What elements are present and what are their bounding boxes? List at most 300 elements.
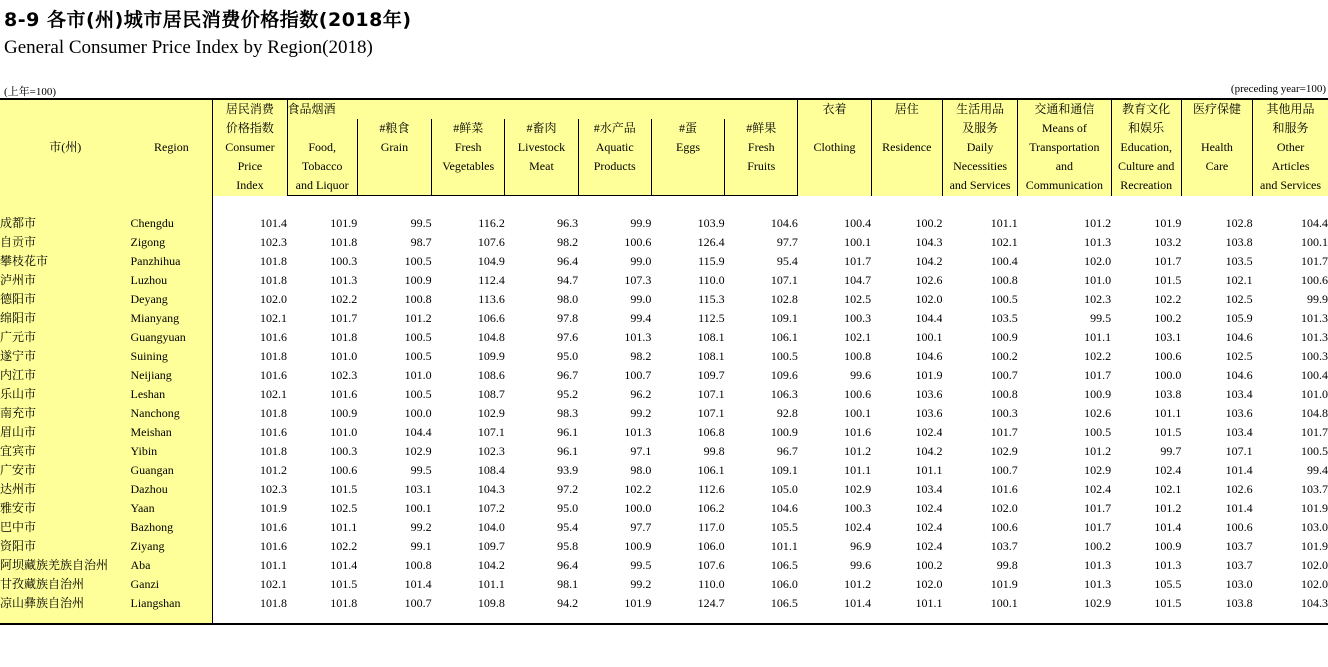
index-value: 100.5: [404, 330, 432, 344]
city-name-cn: 成都市: [0, 214, 130, 233]
index-value: 106.0: [697, 539, 725, 553]
index-value: 95.4: [776, 254, 798, 268]
index-value: 101.9: [990, 577, 1018, 591]
index-value: 95.8: [557, 539, 579, 553]
index-value: 101.8: [330, 330, 358, 344]
page-subtitle: General Consumer Price Index by Region(2018): [4, 37, 373, 58]
index-value: 102.5: [330, 501, 358, 515]
index-value: 96.1: [557, 444, 579, 458]
header-grain: #粮食 Grain: [357, 119, 431, 196]
index-value: 102.2: [1084, 349, 1112, 363]
index-value: 102.6: [1225, 482, 1253, 496]
index-value: 99.2: [630, 406, 652, 420]
index-value: 100.1: [990, 596, 1018, 610]
index-value: 101.7: [1084, 520, 1112, 534]
index-value: 101.3: [330, 273, 358, 287]
index-value: 101.5: [1154, 273, 1182, 287]
index-value: 103.6: [915, 406, 943, 420]
index-value: 100.6: [1225, 520, 1253, 534]
index-value: 98.7: [410, 235, 432, 249]
index-value: 101.0: [1301, 387, 1328, 401]
index-value: 101.4: [1154, 520, 1182, 534]
index-value: 107.6: [697, 558, 725, 572]
region-name: Panzhihua: [130, 252, 212, 271]
index-value: 101.0: [1084, 273, 1112, 287]
index-value: 112.4: [478, 273, 505, 287]
index-value: 102.3: [330, 368, 358, 382]
index-value: 107.1: [697, 406, 725, 420]
index-value: 101.8: [213, 347, 287, 366]
index-value: 101.8: [330, 596, 358, 610]
index-value: 102.2: [330, 292, 358, 306]
index-value: 104.8: [477, 330, 505, 344]
index-value: 103.4: [915, 482, 943, 496]
index-value: 101.4: [404, 577, 432, 591]
index-value: 102.1: [1154, 482, 1182, 496]
index-value: 103.2: [1154, 235, 1182, 249]
region-name: Ziyang: [130, 537, 212, 556]
index-value: 101.6: [213, 537, 287, 556]
index-value: 102.9: [477, 406, 505, 420]
index-value: 101.3: [1084, 577, 1112, 591]
index-value: 102.6: [915, 273, 943, 287]
table-body: [0, 196, 1328, 625]
index-value: 101.2: [1154, 501, 1182, 515]
index-value: 100.2: [915, 216, 943, 230]
index-value: 100.2: [1084, 539, 1112, 553]
city-name-cn: 广安市: [0, 461, 130, 480]
index-value: 102.8: [770, 292, 798, 306]
index-value: 101.2: [844, 577, 872, 591]
index-value: 97.8: [557, 311, 579, 325]
index-value: 101.6: [213, 328, 287, 347]
index-value: 100.1: [1301, 235, 1328, 249]
index-value: 103.1: [1154, 330, 1182, 344]
index-value: 103.9: [697, 216, 725, 230]
city-name-cn: 巴中市: [0, 518, 130, 537]
region-name: Deyang: [130, 290, 212, 309]
index-value: 101.4: [213, 214, 287, 233]
table-row: [0, 385, 1328, 404]
table-row: [0, 537, 1328, 556]
index-value: 115.9: [698, 254, 725, 268]
index-value: 99.6: [850, 558, 872, 572]
index-value: 108.1: [697, 349, 725, 363]
index-value: 103.0: [1301, 520, 1328, 534]
index-value: 97.7: [630, 520, 652, 534]
city-name-cn: 甘孜藏族自治州: [0, 575, 130, 594]
index-value: 100.3: [330, 254, 358, 268]
table-row: [0, 214, 1328, 233]
index-value: 100.6: [990, 520, 1018, 534]
index-value: 101.1: [330, 520, 358, 534]
index-value: 100.3: [844, 501, 872, 515]
index-value: 101.1: [770, 539, 798, 553]
index-value: 100.8: [404, 558, 432, 572]
index-value: 106.0: [770, 577, 798, 591]
index-value: 99.7: [1160, 444, 1182, 458]
index-value: 112.6: [698, 482, 725, 496]
city-name-cn: 内江市: [0, 366, 130, 385]
index-value: 107.2: [477, 501, 505, 515]
index-value: 101.8: [213, 404, 287, 423]
index-value: 100.3: [1301, 349, 1328, 363]
index-value: 100.6: [1154, 349, 1182, 363]
index-value: 101.3: [624, 330, 652, 344]
index-value: 101.6: [213, 423, 287, 442]
index-value: 101.6: [990, 482, 1018, 496]
index-value: 101.0: [330, 349, 358, 363]
index-value: 93.9: [557, 463, 579, 477]
region-name: Nanchong: [130, 404, 212, 423]
index-value: 99.9: [630, 216, 652, 230]
index-value: 98.2: [557, 235, 579, 249]
index-value: 109.8: [477, 596, 505, 610]
region-name: Guangyuan: [130, 328, 212, 347]
index-value: 96.1: [557, 425, 579, 439]
index-value: 101.4: [1225, 463, 1253, 477]
region-name: Mianyang: [130, 309, 212, 328]
index-value: 99.8: [703, 444, 725, 458]
table-row: [0, 309, 1328, 328]
index-value: 104.6: [1225, 368, 1253, 382]
index-value: 102.4: [1154, 463, 1182, 477]
index-value: 126.4: [697, 235, 725, 249]
index-value: 101.7: [990, 425, 1018, 439]
region-name: Guangan: [130, 461, 212, 480]
region-name: Liangshan: [130, 594, 212, 613]
table-row: [0, 499, 1328, 518]
index-value: 100.5: [404, 254, 432, 268]
header-food-group: 食品烟酒: [287, 99, 798, 119]
index-value: 101.6: [213, 366, 287, 385]
city-name-cn: 泸州市: [0, 271, 130, 290]
index-value: 107.1: [1225, 444, 1253, 458]
index-value: 105.5: [1154, 577, 1182, 591]
table-row: [0, 328, 1328, 347]
index-value: 103.6: [1225, 406, 1253, 420]
index-value: 102.2: [1154, 292, 1182, 306]
index-value: 102.3: [213, 480, 287, 499]
index-value: 97.2: [557, 482, 579, 496]
index-value: 101.5: [330, 482, 358, 496]
index-value: 100.5: [404, 349, 432, 363]
cpi-table: [0, 98, 1328, 625]
index-value: 96.7: [776, 444, 798, 458]
index-value: 95.0: [557, 349, 579, 363]
index-value: 104.4: [1301, 216, 1328, 230]
index-value: 102.3: [1084, 292, 1112, 306]
index-value: 106.6: [477, 311, 505, 325]
index-value: 99.9: [1307, 292, 1328, 306]
region-name: Zigong: [130, 233, 212, 252]
table-row: [0, 575, 1328, 594]
index-value: 108.6: [477, 368, 505, 382]
index-value: 107.1: [697, 387, 725, 401]
city-name-cn: 乐山市: [0, 385, 130, 404]
index-value: 101.7: [1301, 254, 1328, 268]
index-value: 98.1: [557, 577, 579, 591]
index-value: 106.5: [770, 596, 798, 610]
city-name-cn: 德阳市: [0, 290, 130, 309]
header-clothing: 衣着 Clothing: [798, 99, 871, 196]
index-value: 108.4: [477, 463, 505, 477]
index-value: 100.5: [1084, 425, 1112, 439]
table-row: [0, 233, 1328, 252]
index-value: 95.4: [557, 520, 579, 534]
index-value: 100.1: [915, 330, 943, 344]
index-value: 102.6: [1084, 406, 1112, 420]
index-value: 102.9: [990, 444, 1018, 458]
index-value: 95.2: [557, 387, 579, 401]
index-value: 106.3: [770, 387, 798, 401]
index-value: 106.1: [697, 463, 725, 477]
city-name-cn: 宜宾市: [0, 442, 130, 461]
index-value: 117.0: [698, 520, 725, 534]
index-value: 96.7: [557, 368, 579, 382]
index-value: 99.2: [630, 577, 652, 591]
index-value: 105.5: [770, 520, 798, 534]
city-name-cn: 广元市: [0, 328, 130, 347]
index-value: 104.2: [477, 558, 505, 572]
index-value: 100.8: [844, 349, 872, 363]
region-name: Ganzi: [130, 575, 212, 594]
table-row: [0, 461, 1328, 480]
index-value: 100.8: [990, 273, 1018, 287]
index-value: 102.0: [1301, 577, 1328, 591]
index-value: 102.1: [213, 575, 287, 594]
city-name-cn: 自贡市: [0, 233, 130, 252]
index-value: 101.9: [1301, 539, 1328, 553]
index-value: 100.4: [844, 216, 872, 230]
index-value: 100.6: [624, 235, 652, 249]
index-value: 102.3: [213, 233, 287, 252]
index-value: 109.1: [770, 463, 798, 477]
index-value: 108.1: [697, 330, 725, 344]
index-value: 101.9: [330, 216, 358, 230]
index-value: 97.6: [557, 330, 579, 344]
index-value: 101.0: [404, 368, 432, 382]
index-value: 102.5: [844, 292, 872, 306]
index-value: 101.8: [213, 594, 287, 613]
index-value: 101.1: [477, 577, 505, 591]
table-row: [0, 290, 1328, 309]
index-value: 101.8: [330, 235, 358, 249]
index-value: 102.0: [990, 501, 1018, 515]
index-value: 101.4: [844, 596, 872, 610]
index-value: 102.2: [330, 539, 358, 553]
index-value: 101.2: [1084, 444, 1112, 458]
index-value: 109.1: [770, 311, 798, 325]
index-value: 100.2: [990, 349, 1018, 363]
index-value: 101.9: [213, 499, 287, 518]
index-value: 106.8: [697, 425, 725, 439]
index-value: 99.5: [630, 558, 652, 572]
index-value: 103.7: [990, 539, 1018, 553]
header-daily: 生活用品 及服务 Daily Necessities and Services: [942, 99, 1017, 196]
header-cpi: 居民消费 价格指数 Consumer Price Index: [213, 99, 287, 196]
table-row: [0, 423, 1328, 442]
index-value: 99.5: [410, 216, 432, 230]
city-name-cn: 凉山彝族自治州: [0, 594, 130, 613]
index-value: 101.3: [1084, 558, 1112, 572]
index-value: 100.3: [990, 406, 1018, 420]
index-value: 100.3: [844, 311, 872, 325]
table-row: [0, 347, 1328, 366]
index-value: 101.3: [1154, 558, 1182, 572]
index-value: 104.3: [915, 235, 943, 249]
index-value: 104.2: [915, 254, 943, 268]
city-name-cn: 资阳市: [0, 537, 130, 556]
index-value: 99.5: [410, 463, 432, 477]
base-note-en: (preceding year=100): [1230, 83, 1326, 95]
index-value: 102.5: [1225, 292, 1253, 306]
index-value: 101.5: [1154, 425, 1182, 439]
index-value: 109.6: [770, 368, 798, 382]
index-value: 101.2: [1084, 216, 1112, 230]
index-value: 104.6: [770, 501, 798, 515]
index-value: 102.9: [404, 444, 432, 458]
index-value: 102.8: [1225, 216, 1253, 230]
index-value: 105.0: [770, 482, 798, 496]
region-name: Yibin: [130, 442, 212, 461]
index-value: 99.4: [1307, 463, 1328, 477]
index-value: 104.3: [1301, 596, 1328, 610]
index-value: 103.6: [915, 387, 943, 401]
index-value: 104.6: [770, 216, 798, 230]
header-residence: 居住 Residence: [871, 99, 942, 196]
city-name-cn: 攀枝花市: [0, 252, 130, 271]
index-value: 124.7: [697, 596, 725, 610]
index-value: 99.0: [630, 292, 652, 306]
index-value: 101.8: [213, 271, 287, 290]
index-value: 101.3: [1301, 330, 1328, 344]
index-value: 101.1: [213, 556, 287, 575]
index-value: 101.2: [213, 461, 287, 480]
table-row: [0, 594, 1328, 613]
region-name: Meishan: [130, 423, 212, 442]
index-value: 103.8: [1225, 596, 1253, 610]
index-value: 101.1: [844, 463, 872, 477]
index-value: 99.0: [630, 254, 652, 268]
index-value: 103.7: [1225, 558, 1253, 572]
index-value: 100.8: [990, 387, 1018, 401]
index-value: 103.0: [1225, 577, 1253, 591]
index-value: 100.5: [770, 349, 798, 363]
city-name-cn: 雅安市: [0, 499, 130, 518]
index-value: 100.6: [1301, 273, 1328, 287]
index-value: 104.2: [915, 444, 943, 458]
index-value: 100.7: [990, 463, 1018, 477]
header-vegetables: #鲜菜 Fresh Vegetables: [432, 119, 505, 196]
index-value: 103.8: [1225, 235, 1253, 249]
index-value: 102.4: [1084, 482, 1112, 496]
index-value: 101.9: [624, 596, 652, 610]
index-value: 100.5: [990, 292, 1018, 306]
index-value: 110.0: [698, 577, 725, 591]
index-value: 100.9: [770, 425, 798, 439]
city-name-cn: 南充市: [0, 404, 130, 423]
index-value: 101.6: [213, 518, 287, 537]
index-value: 102.4: [915, 520, 943, 534]
index-value: 102.9: [1084, 463, 1112, 477]
city-name-cn: 绵阳市: [0, 309, 130, 328]
index-value: 102.9: [844, 482, 872, 496]
index-value: 104.6: [1225, 330, 1253, 344]
index-value: 99.6: [850, 368, 872, 382]
index-value: 96.2: [630, 387, 652, 401]
index-value: 100.2: [915, 558, 943, 572]
index-value: 98.2: [630, 349, 652, 363]
header-city-cn: 市(州): [0, 99, 130, 196]
table-row: [0, 442, 1328, 461]
index-value: 101.6: [844, 425, 872, 439]
header-education: 教育文化 和娱乐 Education, Culture and Recreation: [1111, 99, 1181, 196]
index-value: 104.7: [844, 273, 872, 287]
index-value: 109.7: [477, 539, 505, 553]
city-name-cn: 遂宁市: [0, 347, 130, 366]
index-value: 103.5: [1225, 254, 1253, 268]
index-value: 101.5: [330, 577, 358, 591]
index-value: 102.0: [1084, 254, 1112, 268]
index-value: 98.0: [557, 292, 579, 306]
index-value: 101.3: [1301, 311, 1328, 325]
index-value: 108.7: [477, 387, 505, 401]
index-value: 100.7: [624, 368, 652, 382]
index-value: 101.9: [1154, 216, 1182, 230]
index-value: 95.0: [557, 501, 579, 515]
index-value: 101.3: [1084, 235, 1112, 249]
header-transport: 交通和通信 Means of Transportation and Communication: [1018, 99, 1111, 196]
region-name: Aba: [130, 556, 212, 575]
index-value: 101.4: [1225, 501, 1253, 515]
index-value: 113.6: [478, 292, 505, 306]
table-row: [0, 271, 1328, 290]
index-value: 101.7: [1084, 368, 1112, 382]
index-value: 99.2: [410, 520, 432, 534]
index-value: 100.0: [1154, 368, 1182, 382]
index-value: 100.8: [404, 292, 432, 306]
index-value: 100.0: [624, 501, 652, 515]
index-value: 101.2: [404, 311, 432, 325]
header-fruits: #鲜果 Fresh Fruits: [725, 119, 798, 196]
header-health: 医疗保健 Health Care: [1181, 99, 1252, 196]
city-name-cn: 眉山市: [0, 423, 130, 442]
region-name: Bazhong: [130, 518, 212, 537]
index-value: 100.7: [404, 596, 432, 610]
index-value: 102.1: [213, 309, 287, 328]
index-value: 102.2: [624, 482, 652, 496]
index-value: 101.7: [330, 311, 358, 325]
index-value: 104.3: [477, 482, 505, 496]
index-value: 109.7: [697, 368, 725, 382]
region-name: Luzhou: [130, 271, 212, 290]
index-value: 101.1: [990, 216, 1018, 230]
region-name: Leshan: [130, 385, 212, 404]
index-value: 99.1: [410, 539, 432, 553]
index-value: 103.7: [1301, 482, 1328, 496]
region-name: Dazhou: [130, 480, 212, 499]
header-region: Region: [130, 99, 212, 196]
index-value: 104.8: [1301, 406, 1328, 420]
index-value: 103.5: [990, 311, 1018, 325]
index-value: 98.0: [630, 463, 652, 477]
index-value: 96.4: [557, 558, 579, 572]
table-row: [0, 518, 1328, 537]
page-title: 8-9 各市(州)城市居民消费价格指数(2018年): [4, 9, 412, 31]
index-value: 104.0: [477, 520, 505, 534]
index-value: 104.4: [404, 425, 432, 439]
